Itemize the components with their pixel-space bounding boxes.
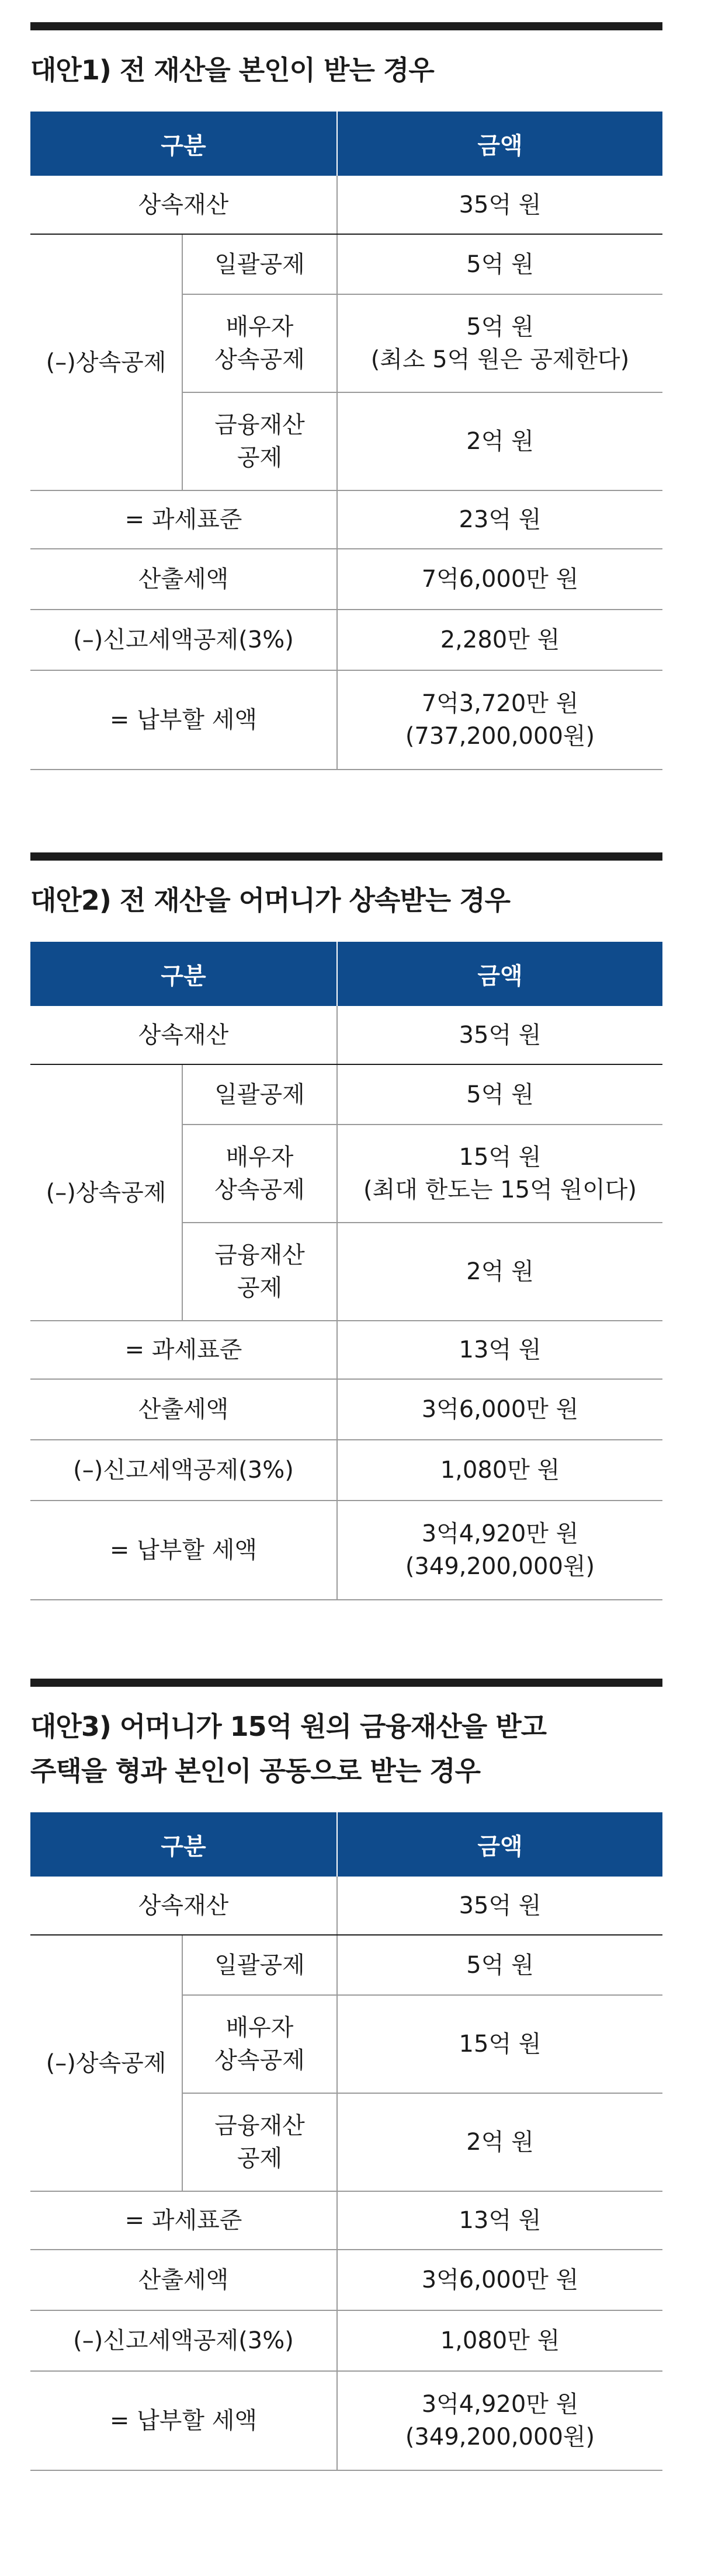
section-alt-1 bbox=[30, 22, 662, 770]
tax-table bbox=[30, 942, 662, 1600]
payable-label: = 납부할 세액 bbox=[30, 2371, 337, 2470]
lump-label: 일괄공제 bbox=[182, 1935, 337, 1995]
table-row bbox=[30, 1501, 662, 1600]
estate-label: 상속재산 bbox=[30, 176, 337, 234]
table-row bbox=[30, 1440, 662, 1501]
taxbase-value: 23억 원 bbox=[337, 490, 662, 549]
deduction-group-label: (–)상속공제 bbox=[30, 1935, 182, 2191]
table-row bbox=[30, 2310, 662, 2371]
spouse-label: 배우자 상속공제 bbox=[182, 294, 337, 392]
spouse-label: 배우자 상속공제 bbox=[182, 1125, 337, 1223]
finance-value: 2억 원 bbox=[337, 1223, 662, 1321]
deduction-group-label: (–)상속공제 bbox=[30, 234, 182, 490]
header-amount: 금액 bbox=[337, 112, 662, 176]
table-row bbox=[30, 1321, 662, 1379]
finance-label: 금융재산 공제 bbox=[182, 2093, 337, 2191]
lump-label: 일괄공제 bbox=[182, 234, 337, 294]
table-row bbox=[30, 1006, 662, 1064]
table-row bbox=[30, 490, 662, 549]
section-title: 대안2) 전 재산을 어머니가 상속받는 경우 bbox=[30, 885, 511, 916]
section-rule bbox=[30, 22, 662, 30]
header-amount: 금액 bbox=[337, 942, 662, 1006]
table-row bbox=[30, 1379, 662, 1440]
header-category: 구분 bbox=[30, 1812, 337, 1877]
payable-value: 3억4,920만 원 (349,200,000원) bbox=[337, 2371, 662, 2470]
report-label: (–)신고세액공제(3%) bbox=[30, 1440, 337, 1501]
estate-value: 35억 원 bbox=[337, 176, 662, 234]
calc-value: 3억6,000만 원 bbox=[337, 2250, 662, 2310]
tax-table bbox=[30, 1812, 662, 2471]
table-row bbox=[30, 1064, 662, 1125]
calc-value: 7억6,000만 원 bbox=[337, 549, 662, 610]
table-row bbox=[30, 176, 662, 234]
table-row bbox=[30, 610, 662, 670]
estate-value: 35억 원 bbox=[337, 1877, 662, 1935]
calc-label: 산출세액 bbox=[30, 1379, 337, 1440]
payable-label: = 납부할 세액 bbox=[30, 1501, 337, 1600]
deduction-group-label: (–)상속공제 bbox=[30, 1064, 182, 1321]
table-row bbox=[30, 549, 662, 610]
section-rule bbox=[30, 852, 662, 861]
report-value: 1,080만 원 bbox=[337, 2310, 662, 2371]
report-label: (–)신고세액공제(3%) bbox=[30, 610, 337, 670]
lump-value: 5억 원 bbox=[337, 1935, 662, 1995]
section-title: 대안3) 어머니가 15억 원의 금융재산을 받고 주택을 형과 본인이 공동으로 받는 경우 bbox=[30, 1711, 547, 1787]
calc-label: 산출세액 bbox=[30, 549, 337, 610]
calc-value: 3억6,000만 원 bbox=[337, 1379, 662, 1440]
table-row bbox=[30, 234, 662, 294]
header-category: 구분 bbox=[30, 112, 337, 176]
estate-label: 상속재산 bbox=[30, 1877, 337, 1935]
spouse-value: 15억 원 bbox=[337, 1995, 662, 2093]
report-value: 2,280만 원 bbox=[337, 610, 662, 670]
section-rule bbox=[30, 1679, 662, 1687]
table-row bbox=[30, 1877, 662, 1935]
payable-value: 7억3,720만 원 (737,200,000원) bbox=[337, 670, 662, 770]
taxbase-label: = 과세표준 bbox=[30, 2191, 337, 2250]
payable-label: = 납부할 세액 bbox=[30, 670, 337, 770]
header-amount: 금액 bbox=[337, 1812, 662, 1877]
lump-value: 5억 원 bbox=[337, 234, 662, 294]
finance-label: 금융재산 공제 bbox=[182, 1223, 337, 1321]
estate-label: 상속재산 bbox=[30, 1006, 337, 1064]
taxbase-label: = 과세표준 bbox=[30, 490, 337, 549]
spouse-label: 배우자 상속공제 bbox=[182, 1995, 337, 2093]
section-alt-2 bbox=[30, 852, 662, 1600]
lump-label: 일괄공제 bbox=[182, 1064, 337, 1125]
report-label: (–)신고세액공제(3%) bbox=[30, 2310, 337, 2371]
section-alt-3 bbox=[30, 1679, 662, 2471]
spouse-value: 5억 원 (최소 5억 원은 공제한다) bbox=[337, 294, 662, 392]
section-title: 대안1) 전 재산을 본인이 받는 경우 bbox=[30, 54, 434, 86]
finance-label: 금융재산 공제 bbox=[182, 392, 337, 490]
table-row bbox=[30, 2371, 662, 2470]
lump-value: 5억 원 bbox=[337, 1064, 662, 1125]
report-value: 1,080만 원 bbox=[337, 1440, 662, 1501]
table-row bbox=[30, 1935, 662, 1995]
finance-value: 2억 원 bbox=[337, 392, 662, 490]
estate-value: 35억 원 bbox=[337, 1006, 662, 1064]
header-category: 구분 bbox=[30, 942, 337, 1006]
taxbase-value: 13억 원 bbox=[337, 2191, 662, 2250]
calc-label: 산출세액 bbox=[30, 2250, 337, 2310]
table-row bbox=[30, 670, 662, 770]
taxbase-value: 13억 원 bbox=[337, 1321, 662, 1379]
spouse-value: 15억 원 (최대 한도는 15억 원이다) bbox=[337, 1125, 662, 1223]
payable-value: 3억4,920만 원 (349,200,000원) bbox=[337, 1501, 662, 1600]
tax-table bbox=[30, 112, 662, 770]
table-row bbox=[30, 2250, 662, 2310]
finance-value: 2억 원 bbox=[337, 2093, 662, 2191]
taxbase-label: = 과세표준 bbox=[30, 1321, 337, 1379]
table-row bbox=[30, 2191, 662, 2250]
